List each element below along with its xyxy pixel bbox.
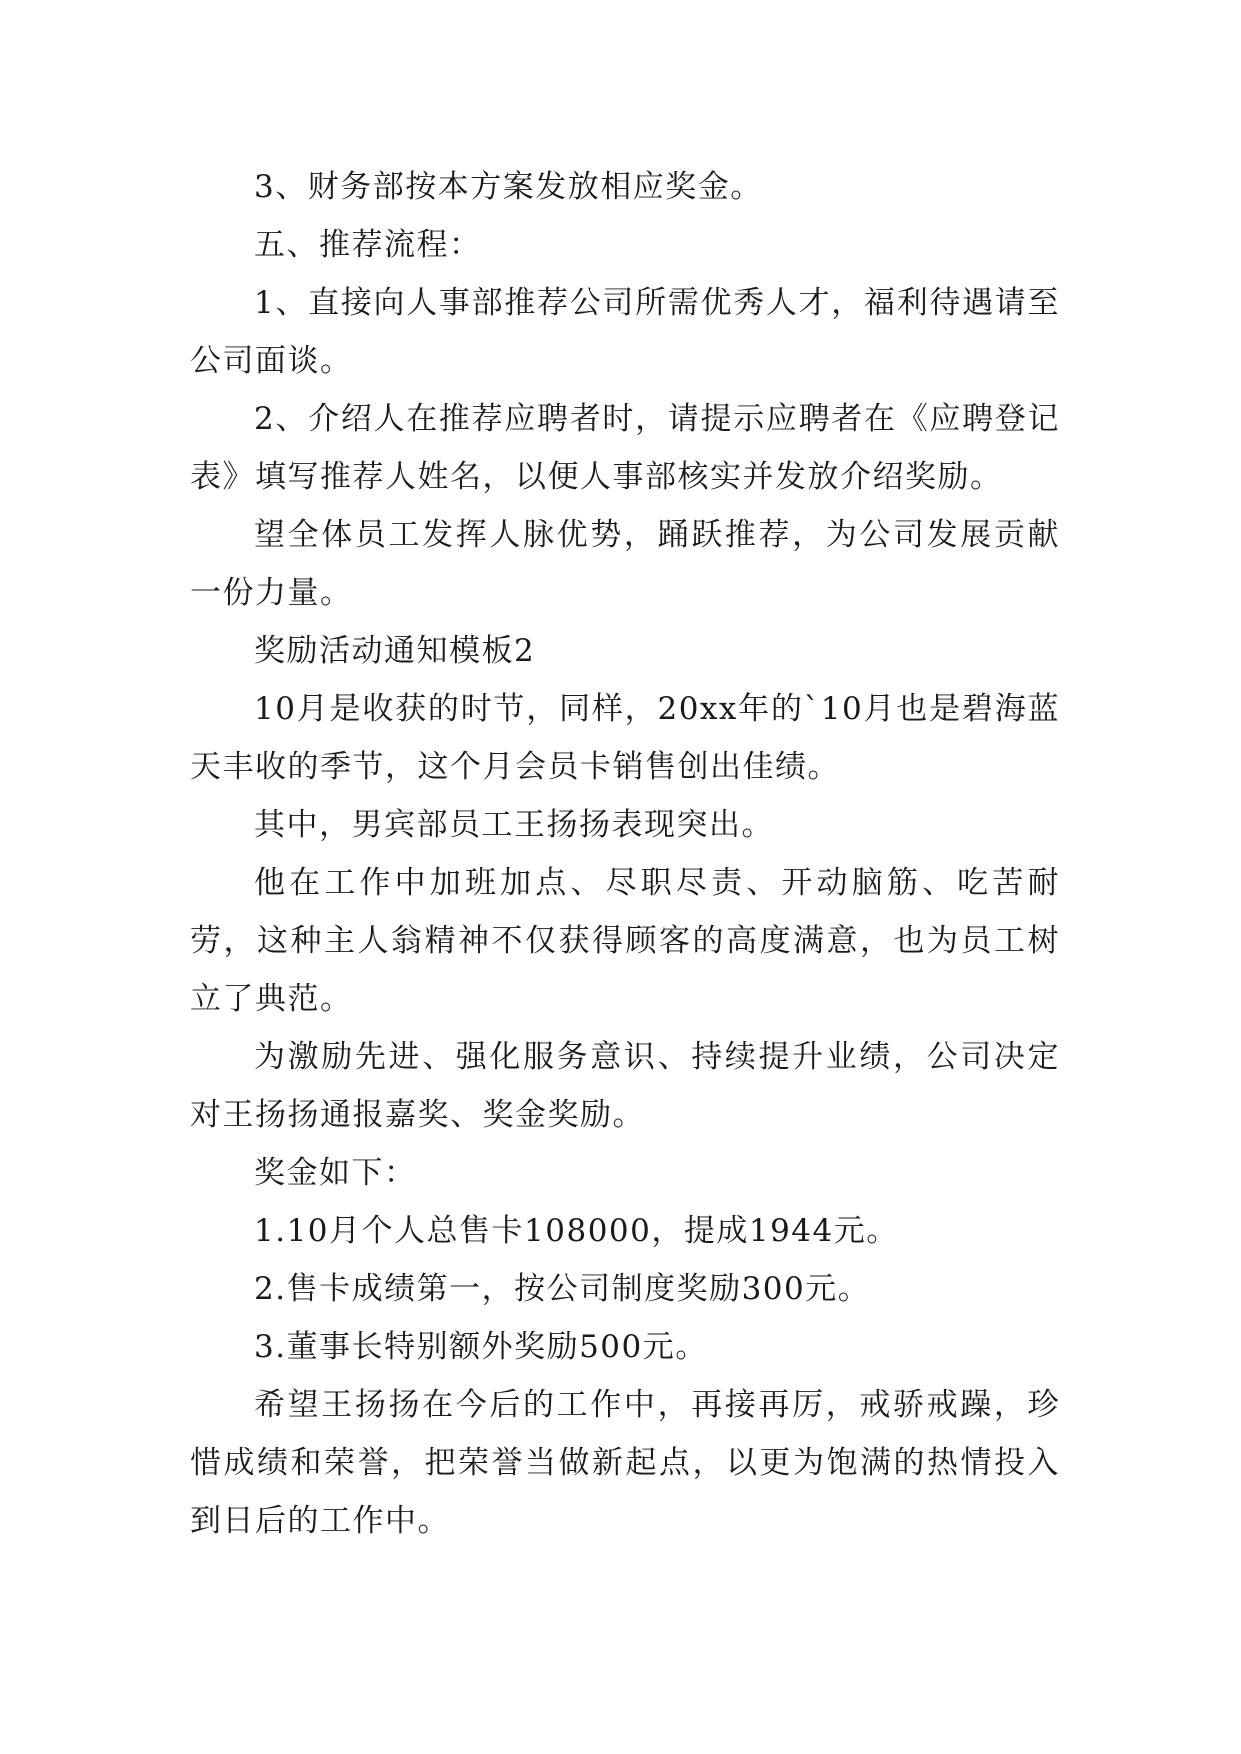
template-title: 奖励活动通知模板2 [254,633,536,669]
paragraph-finance-bonus: 3、财务部按本方案发放相应奖金。 [254,169,763,205]
bonus-item-3: 3.董事长特别额外奖励500元。 [254,1329,708,1365]
section-heading-process: 五、推荐流程： [254,227,482,263]
bonus-item-1: 1.10月个人总售卡108000，提成1944元。 [254,1213,899,1249]
paragraph-recommend-form: 2、介绍人在推荐应聘者时，请提示应聘者在《应聘登记表》填写推荐人姓名，以便人事部核实并发放介绍奖励。 [190,401,1060,495]
paragraph-award-decision: 为激励先进、强化服务意识、持续提升业绩，公司决定对王扬扬通报嘉奖、奖金奖励。 [190,1039,1060,1133]
bonus-item-2: 2.售卡成绩第一，按公司制度奖励300元。 [254,1271,871,1307]
paragraph-closing-appeal: 望全体员工发挥人脉优势，踊跃推荐，为公司发展贡献一份力量。 [190,517,1060,611]
paragraph-recommend-direct: 1、直接向人事部推荐公司所需优秀人才，福利待遇请至公司面谈。 [190,285,1060,379]
paragraph-closing-wish: 希望王扬扬在今后的工作中，再接再厉，戒骄戒躁，珍惜成绩和荣誉，把荣誉当做新起点，以更为饱满的热情投入到日后的工作中。 [190,1387,1060,1539]
paragraph-october-intro: 10月是收获的时节，同样，20xx年的`10月也是碧海蓝天丰收的季节，这个月会员卡销售创出佳绩。 [190,691,1060,785]
paragraph-employee-highlight: 其中，男宾部员工王扬扬表现突出。 [254,807,774,843]
paragraph-employee-praise: 他在工作中加班加点、尽职尽责、开动脑筋、吃苦耐劳，这种主人翁精神不仅获得顾客的高度满意，也为员工树立了典范。 [190,865,1060,1017]
bonus-list-heading: 奖金如下： [254,1155,417,1191]
